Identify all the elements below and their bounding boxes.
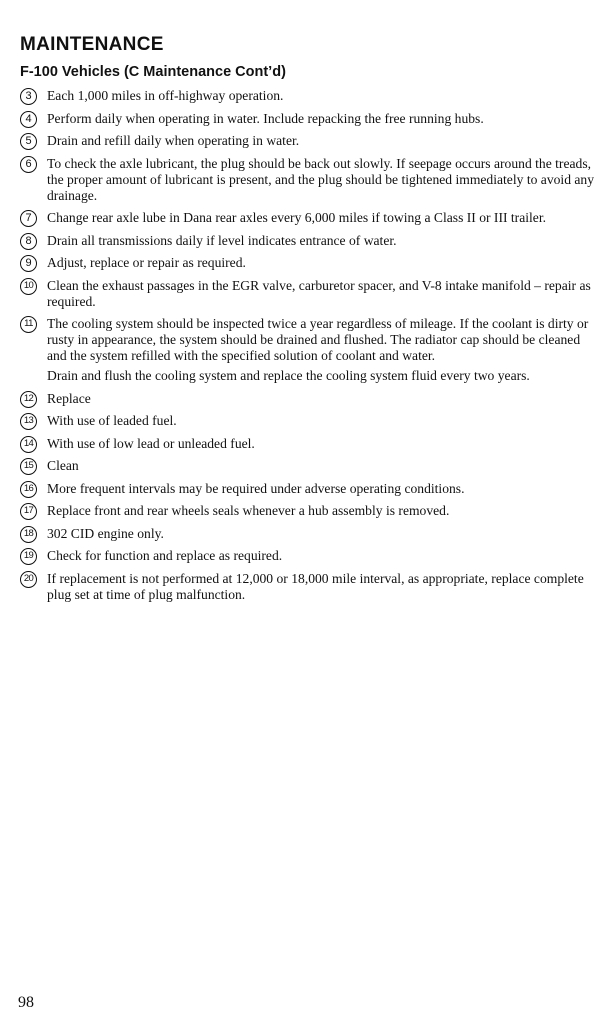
note-number-badge: 7 — [20, 210, 37, 227]
note-number-badge: 3 — [20, 88, 37, 105]
note-text: Drain all transmissions daily if level indicates entrance of water. — [47, 232, 397, 248]
note-text: Check for function and replace as required. — [47, 548, 283, 563]
note-number-badge: 4 — [20, 111, 37, 128]
note-item-14 — [20, 436, 598, 452]
note-text: Drain and refill daily when operating in water. — [47, 133, 300, 148]
note-number-badge: 10 — [20, 278, 37, 295]
note-text: 302 CID engine only. — [47, 525, 164, 541]
note-text: The cooling system should be inspected twice a year regardless of mileage. If the coolant is dirty or rusty in appearance, the system should be drained and flushed. The radiator cap should be cleaned and the system refilled with the specified solution of coolant and water. — [47, 316, 589, 363]
note-number-badge: 16 — [20, 481, 37, 498]
section-subheading: F-100 Vehicles (C Maintenance Cont’d) — [20, 64, 286, 80]
page-number: 98 — [18, 994, 34, 1011]
note-text: To check the axle lubricant, the plug should be back out slowly. If seepage occurs around the treads, the proper amount of lubricant is present, and the plug should be tightened immediately to avoid any drainage. — [47, 155, 595, 203]
note-text: Clean the exhaust passages in the EGR valve, carburetor spacer, and V-8 intake manifold – repair as required. — [47, 277, 591, 309]
note-text: More frequent intervals may be required under adverse operating conditions. — [47, 480, 465, 496]
note-number-badge: 15 — [20, 458, 37, 475]
note-item-10 — [20, 278, 598, 310]
note-item-17 — [20, 503, 598, 519]
note-number-badge: 20 — [20, 571, 37, 588]
maintenance-notes-list — [20, 88, 598, 609]
note-text: Change rear axle lube in Dana rear axles every 6,000 miles if towing a Class II or III trailer. — [47, 210, 547, 225]
note-item-4 — [20, 111, 598, 127]
note-text: If replacement is not performed at 12,000 or 18,000 mile interval, as appropriate, replace complete plug set at time of plug malfunction. — [47, 570, 584, 602]
note-item-6 — [20, 156, 598, 204]
note-number-badge: 17 — [20, 503, 37, 520]
note-item-12 — [20, 391, 598, 407]
note-number-badge: 11 — [20, 316, 37, 333]
note-item-13 — [20, 413, 598, 429]
note-number-badge: 13 — [20, 413, 37, 430]
note-extra-text: Drain and flush the cooling system and replace the cooling system fluid every two years. — [47, 368, 530, 383]
note-number-badge: 8 — [20, 233, 37, 250]
note-item-7 — [20, 210, 598, 226]
note-number-badge: 19 — [20, 548, 37, 565]
note-text: With use of leaded fuel. — [47, 413, 177, 428]
note-text: Replace front and rear wheels seals whenever a hub assembly is removed. — [47, 503, 450, 518]
note-number-badge: 18 — [20, 526, 37, 543]
note-item-11 — [20, 316, 598, 384]
note-item-16 — [20, 481, 598, 497]
note-item-19 — [20, 548, 598, 564]
note-number-badge: 14 — [20, 436, 37, 453]
note-text: Each 1,000 miles in off-highway operation. — [47, 88, 284, 103]
note-item-8 — [20, 233, 598, 249]
note-text: Clean — [47, 458, 79, 473]
note-text: Replace — [47, 390, 91, 406]
note-item-5 — [20, 133, 598, 149]
note-item-15 — [20, 458, 598, 474]
note-text: Perform daily when operating in water. Include repacking the free running hubs. — [47, 110, 484, 126]
note-number-badge: 5 — [20, 133, 37, 150]
note-number-badge: 12 — [20, 391, 37, 408]
section-heading: MAINTENANCE — [20, 34, 164, 55]
note-number-badge: 9 — [20, 255, 37, 272]
note-item-3 — [20, 88, 598, 104]
note-text: With use of low lead or unleaded fuel. — [47, 435, 255, 451]
note-item-18 — [20, 526, 598, 542]
note-item-9 — [20, 255, 598, 271]
note-text: Adjust, replace or repair as required. — [47, 255, 246, 270]
note-number-badge: 6 — [20, 156, 37, 173]
note-item-20 — [20, 571, 598, 603]
